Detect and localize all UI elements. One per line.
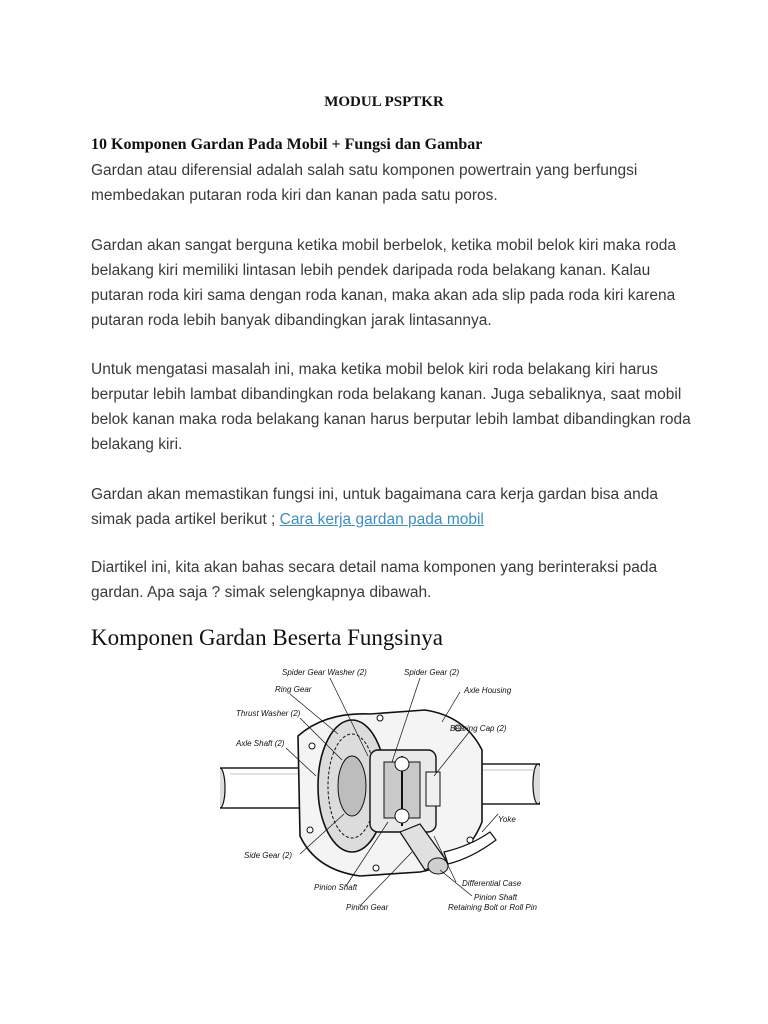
label-pinion-shaft: Pinion Shaft — [314, 883, 358, 892]
section-heading: Komponen Gardan Beserta Fungsinya — [91, 625, 443, 650]
label-pinion-shaft-bolt: Pinion Shaft — [474, 893, 518, 902]
label-yoke: Yoke — [498, 815, 516, 824]
paragraph-turning: Gardan akan sangat berguna ketika mobil berbelok, ketika mobil belok kiri maka roda belakang kiri memiliki lintasan lebih pendek daripada roda belakang kanan. Kalau putaran roda kiri sama dengan roda kanan, maka akan ada slip pada roda kiri karena putaran roda lebih banyak dibandingkan jarak lintasannya. — [91, 237, 677, 329]
label-side-gear: Side Gear (2) — [244, 851, 293, 860]
label-axle-housing: Axle Housing — [464, 686, 512, 695]
label-axle-shaft: Axle Shaft (2) — [236, 739, 285, 748]
label-spider-gear-washer: Spider Gear Washer (2) — [282, 668, 367, 677]
article-title: 10 Komponen Gardan Pada Mobil + Fungsi dan Gambar — [91, 136, 483, 153]
left-axle-shaft — [220, 768, 300, 808]
label-bearing-cap: Bearing Cap (2) — [450, 724, 507, 733]
label-retaining-bolt: Retaining Bolt or Roll Pin — [448, 903, 537, 912]
label-differential-case: Differential Case — [462, 879, 522, 888]
paragraph-definition: Gardan atau diferensial adalah salah satu komponen powertrain yang berfungsi membedakan putaran roda kiri dan kanan pada satu poros. — [91, 162, 638, 204]
paragraph-function — [91, 482, 691, 532]
paragraph-function-text: Gardan akan memastikan fungsi ini, untuk bagaimana cara kerja gardan bisa anda simak pada artikel berikut ; — [91, 486, 658, 528]
paragraph-intro: Diartikel ini, kita akan bahas secara detail nama komponen yang berinteraksi pada gardan. Apa saja ? simak selengkapnya dibawah. — [91, 559, 658, 601]
label-thrust-washer: Thrust Washer (2) — [236, 709, 301, 718]
document-title: MODUL PSPTKR — [324, 94, 444, 110]
label-ring-gear: Ring Gear — [275, 685, 312, 694]
article-link[interactable]: Cara kerja gardan pada mobil — [279, 511, 484, 528]
paragraph-solution: Untuk mengatasi masalah ini, maka ketika mobil belok kiri roda belakang kiri harus berputar lebih lambat dibandingkan roda belakang kanan. Juga sebaliknya, saat mobil belok kanan maka roda belakang kanan harus berputar lebih lambat dibandingkan roda belakang kiri. — [91, 361, 691, 453]
differential-diagram — [220, 664, 540, 926]
differential-case — [370, 750, 440, 832]
label-pinion-gear: Pinion Gear — [346, 903, 389, 912]
label-spider-gear: Spider Gear (2) — [404, 668, 460, 677]
